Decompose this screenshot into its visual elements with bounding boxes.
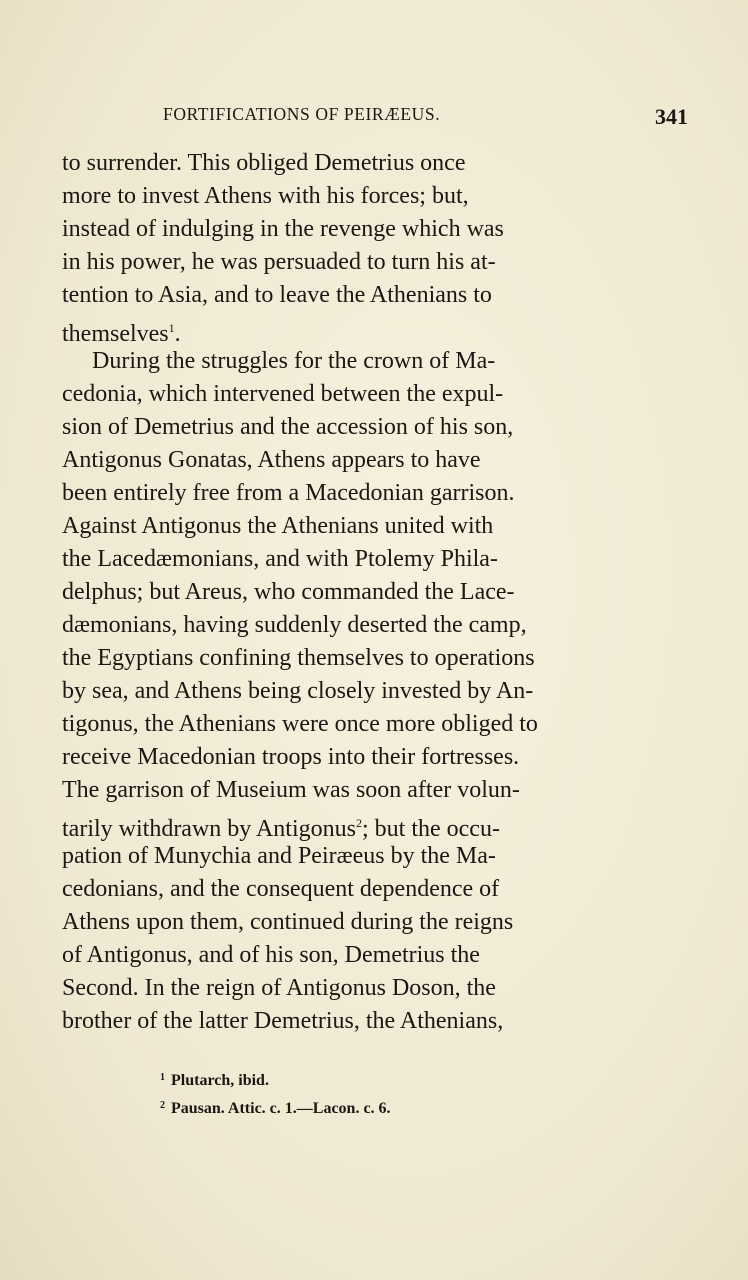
text-line: receive Macedonian troops into their fortresses. (62, 744, 520, 770)
text-line: dæmonians, having suddenly deserted the camp, (62, 612, 527, 638)
page-number: 341 (655, 104, 688, 129)
text-fragment: tarily withdrawn by Antigonus (62, 816, 356, 842)
text-fragment: themselves (62, 321, 169, 347)
footnote-ref: 1 (168, 321, 175, 335)
text-line: been entirely free from a Macedonian garrison. (62, 480, 515, 506)
footnote-text: Plutarch, ibid. (171, 1072, 269, 1089)
text-line: themselves$^1$. (62, 321, 181, 347)
text-line: sion of Demetrius and the accession of his son, (62, 414, 514, 440)
text-line: tigonus, the Athenians were once more obliged to (62, 711, 538, 737)
text-line: delphus; but Areus, who commanded the Lace- (62, 579, 515, 605)
text-line: pation of Munychia and Peiræeus by the Ma- (62, 843, 496, 869)
text-line: more to invest Athens with his forces; but, (62, 183, 469, 209)
footnote-marker: 1 (160, 1072, 165, 1083)
text-line: Antigonus Gonatas, Athens appears to have (62, 447, 481, 473)
text-line: instead of indulging in the revenge which was (62, 216, 504, 242)
text-line: the Lacedæmonians, and with Ptolemy Phila- (62, 546, 498, 572)
footnotes (160, 1064, 391, 1120)
text-line: to surrender. This obliged Demetrius once (62, 150, 466, 176)
text-line: by sea, and Athens being closely invested by An- (62, 678, 534, 704)
footnote-text: Pausan. Attic. c. 1.—Lacon. c. 6. (171, 1100, 391, 1117)
text-line: cedonians, and the consequent dependence of (62, 876, 500, 902)
footnote (160, 1064, 391, 1092)
running-head: FORTIFICATIONS OF PEIRÆEUS. (163, 104, 441, 124)
text-fragment: ; but the occu- (361, 816, 500, 842)
text-line: cedonia, which intervened between the expul- (62, 381, 504, 407)
text-line: brother of the latter Demetrius, the Athenians, (62, 1008, 504, 1034)
footnote (160, 1092, 391, 1120)
text-line: Athens upon them, continued during the reigns (62, 909, 514, 935)
footnote-ref: 2 (355, 816, 362, 830)
text-line (62, 807, 592, 840)
text-line: in his power, he was persuaded to turn his at- (62, 249, 496, 275)
body-text (62, 147, 592, 1038)
text-line: Against Antigonus the Athenians united with (62, 513, 494, 539)
text-line: Second. In the reign of Antigonus Doson, the (62, 975, 496, 1001)
text-line: of Antigonus, and of his son, Demetrius the (62, 942, 480, 968)
text-line: the Egyptians confining themselves to operations (62, 645, 535, 671)
text-line: tention to Asia, and to leave the Athenians to (62, 282, 492, 308)
text-line: The garrison of Museium was soon after volun- (62, 777, 520, 803)
footnote-marker: 2 (160, 1100, 165, 1111)
text-line: During the struggles for the crown of Ma- (92, 348, 496, 374)
